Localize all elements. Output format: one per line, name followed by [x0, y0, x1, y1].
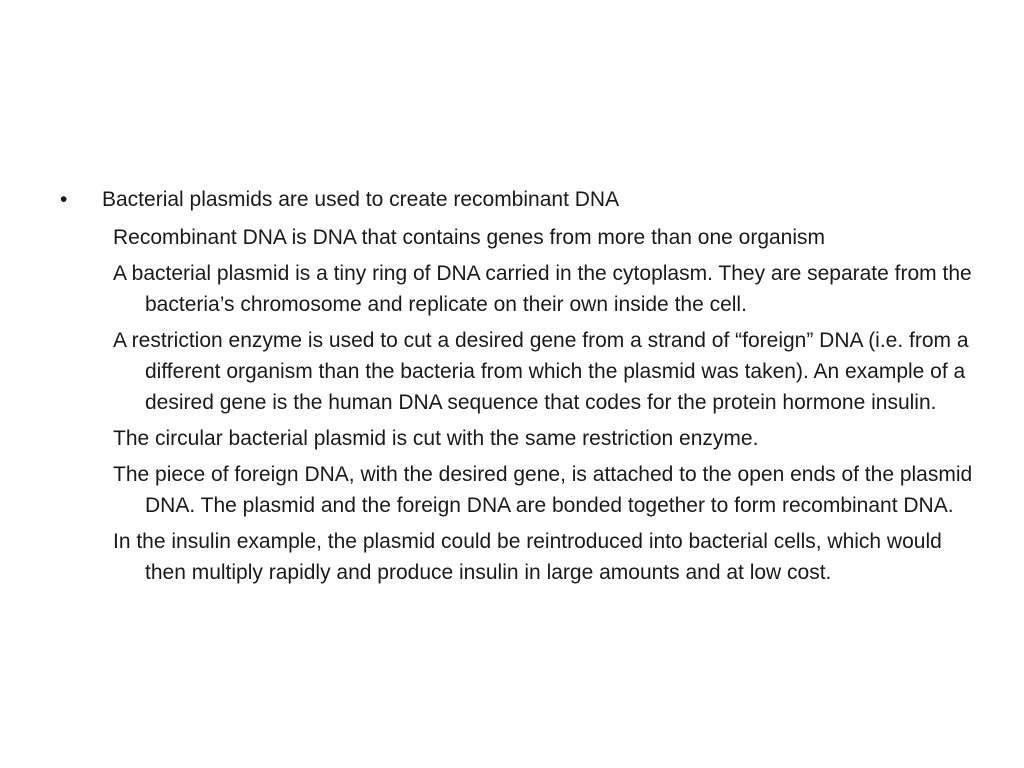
sub-point-foreign-dna-attached: The piece of foreign DNA, with the desired gene, is attached to the open ends of the plasmid DNA. The plasmid and the foreign DNA are bonded together to form recombinant DNA.: [113, 463, 973, 517]
main-bullet-text: Bacterial plasmids are used to create recombinant DNA: [102, 188, 620, 211]
sub-point-list: [113, 222, 983, 593]
sub-point-plasmid-cut: The circular bacterial plasmid is cut with the same restriction enzyme.: [113, 427, 759, 450]
sub-point-plasmid-description: A bacterial plasmid is a tiny ring of DNA carried in the cytoplasm. They are separate from the bacteria’s chromosome and replicate on their own inside the cell.: [113, 262, 972, 316]
bullet-marker: •: [60, 188, 68, 211]
sub-point-recombinant-definition: Recombinant DNA is DNA that contains genes from more than one organism: [113, 226, 826, 249]
sub-point-insulin-example: In the insulin example, the plasmid could be reintroduced into bacterial cells, which would then multiply rapidly and produce insulin in large amounts and at low cost.: [113, 530, 942, 584]
sub-point-restriction-enzyme: A restriction enzyme is used to cut a desired gene from a strand of “foreign” DNA (i.e. from a different organism than the bacteria from which the plasmid was taken). An example of a desired gene is the human DNA sequence that codes for the protein hormone insulin.: [113, 329, 969, 414]
